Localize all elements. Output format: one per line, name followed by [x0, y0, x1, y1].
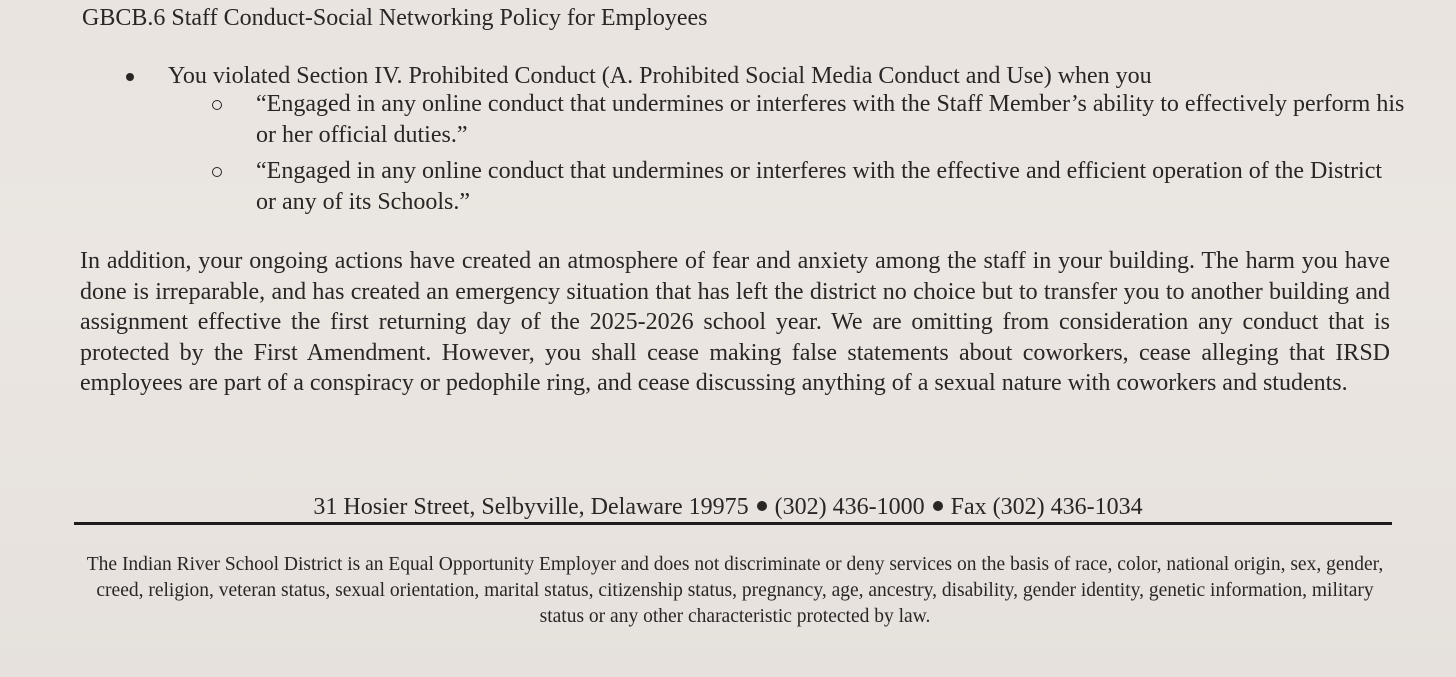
hollow-bullet-icon — [212, 100, 222, 110]
fax-number: Fax (302) 436-1034 — [950, 494, 1143, 520]
separator-dot-icon — [757, 501, 767, 511]
body-paragraph: In addition, your ongoing actions have created an atmosphere of fear and anxiety among the staff in your building. The harm you have done is irreparable, and has created an emergency situation that has left the district no choice but to transfer you to another building and assignment effective the first returning day of the 2025-2026 school year. We are omitting from consideration any conduct that is protected by the First Amendment. However, you shall cease making false statements about coworkers, cease alleging that IRSD employees are part of a conspiracy or pedophile ring, and cease discussing anything of a sexual nature with coworkers and students. — [80, 248, 1390, 396]
policy-heading: GBCB.6 Staff Conduct-Social Networking Policy for Employees — [82, 5, 708, 31]
sub-item-text: “Engaged in any online conduct that undermines or interferes with the Staff Member’s ability to effectively perform his or her official duties.” — [256, 91, 1405, 148]
bullet-dot-icon — [126, 73, 134, 81]
eeo-statement: The Indian River School District is an Equal Opportunity Employer and does not discriminate or deny services on the basis of race, color, national origin, sex, gender, creed, religion, veteran status, sexual orientation, marital status, citizenship status, pregnancy, age, ancestry, disability, gender identity, genetic information, military status or any other characteristic protected by law. — [86, 554, 1384, 627]
violation-bullet-text: You violated Section IV. Prohibited Conduct (A. Prohibited Social Media Conduct and Use) when you — [168, 63, 1152, 89]
footer-divider — [74, 522, 1392, 525]
phone-number: (302) 436-1000 — [774, 494, 925, 520]
sub-item-text: “Engaged in any online conduct that undermines or interferes with the effective and efficient operation of the District or any of its Schools.” — [256, 158, 1383, 215]
hollow-bullet-icon — [212, 167, 222, 177]
street-address: 31 Hosier Street, Selbyville, Delaware 19975 — [313, 494, 749, 520]
separator-dot-icon — [933, 501, 943, 511]
footer-address-line — [0, 491, 1456, 523]
